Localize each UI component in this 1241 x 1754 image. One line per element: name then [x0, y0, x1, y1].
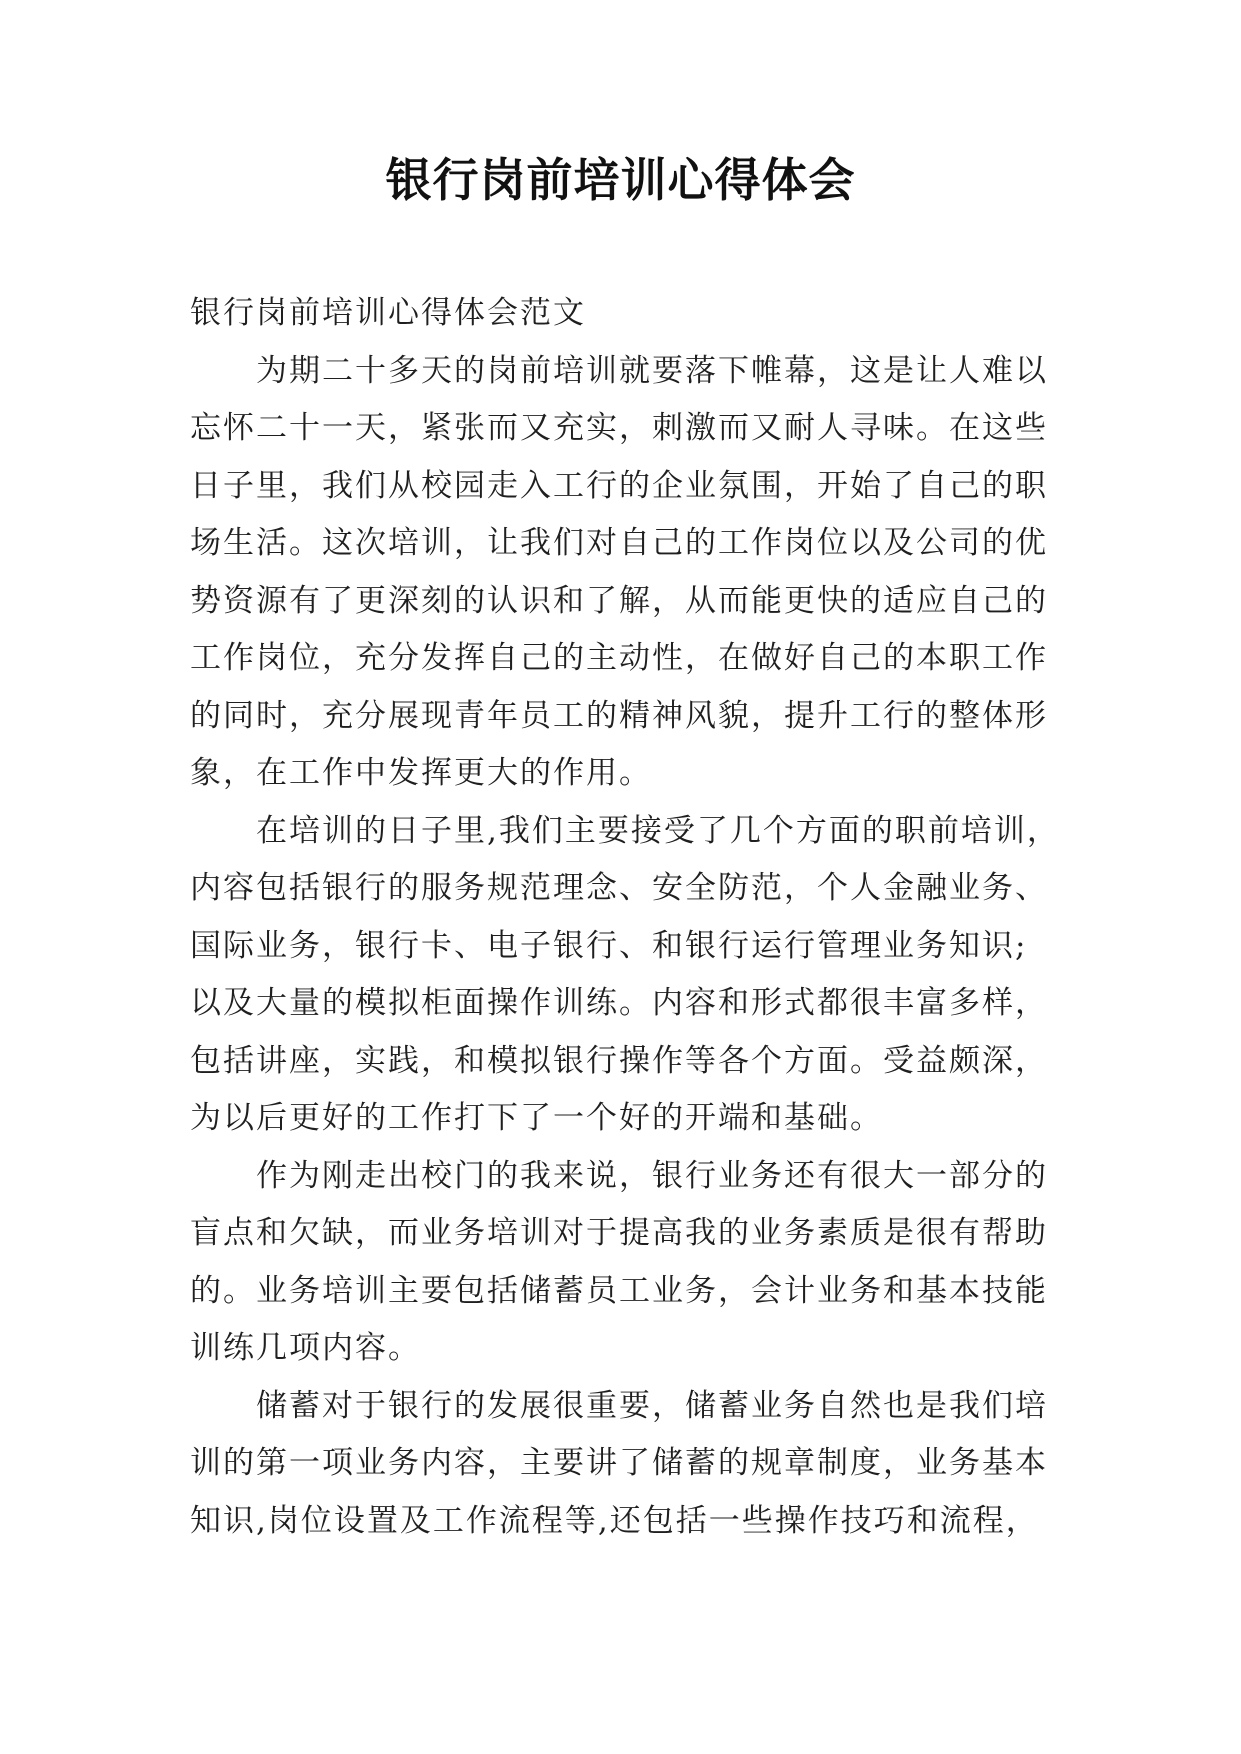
paragraph-line: 为期二十多天的岗前培训就要落下帷幕，这是让人难以	[256, 352, 1048, 389]
document-title: 银行岗前培训心得体会	[385, 153, 856, 207]
paragraph-line: 的。业务培训主要包括储蓄员工业务，会计业务和基本技能	[190, 1272, 1048, 1309]
paragraph-line: 储蓄对于银行的发展很重要，储蓄业务自然也是我们培	[256, 1387, 1048, 1424]
document-body	[190, 285, 1068, 1550]
paragraph-line: 包括讲座，实践，和模拟银行操作等各个方面。受益颇深，	[190, 1042, 1048, 1079]
document-subtitle: 银行岗前培训心得体会范文	[190, 295, 586, 331]
paragraph-line: 为以后更好的工作打下了一个好的开端和基础。	[190, 1100, 883, 1136]
paragraph-line: 知识,岗位设置及工作流程等,还包括一些操作技巧和流程，	[190, 1502, 1039, 1539]
paragraph-line: 势资源有了更深刻的认识和了解，从而能更快的适应自己的	[190, 582, 1048, 619]
paragraph-line: 在培训的日子里,我们主要接受了几个方面的职前培训，	[256, 812, 1060, 849]
paragraph-line: 作为刚走出校门的我来说，银行业务还有很大一部分的	[256, 1157, 1048, 1194]
paragraph-line: 象，在工作中发挥更大的作用。	[190, 755, 652, 791]
paragraph-2	[190, 803, 1068, 1148]
paragraph-1	[190, 343, 1068, 803]
paragraph-line: 训练几项内容。	[190, 1330, 421, 1366]
paragraph-line: 忘怀二十一天，紧张而又充实，刺激而又耐人寻味。在这些	[190, 410, 1048, 446]
paragraph-line: 的同时，充分展现青年员工的精神风貌，提升工行的整体形	[190, 697, 1048, 734]
paragraph-line: 以及大量的模拟柜面操作训练。内容和形式都很丰富多样，	[190, 985, 1048, 1021]
paragraph-line: 工作岗位，充分发挥自己的主动性，在做好自己的本职工作	[190, 640, 1048, 676]
paragraph-line: 场生活。这次培训，让我们对自己的工作岗位以及公司的优	[190, 525, 1048, 561]
paragraph-line: 内容包括银行的服务规范理念、安全防范，个人金融业务、	[190, 870, 1048, 906]
paragraph-line: 盲点和欠缺，而业务培训对于提高我的业务素质是很有帮助	[190, 1215, 1048, 1251]
paragraph-3	[190, 1148, 1068, 1378]
paragraph-line: 日子里，我们从校园走入工行的企业氛围，开始了自己的职	[190, 467, 1048, 504]
paragraph-line: 国际业务，银行卡、电子银行、和银行运行管理业务知识;	[190, 927, 1028, 964]
paragraph-line: 训的第一项业务内容，主要讲了储蓄的规章制度，业务基本	[190, 1445, 1048, 1481]
paragraph-4	[190, 1378, 1068, 1551]
